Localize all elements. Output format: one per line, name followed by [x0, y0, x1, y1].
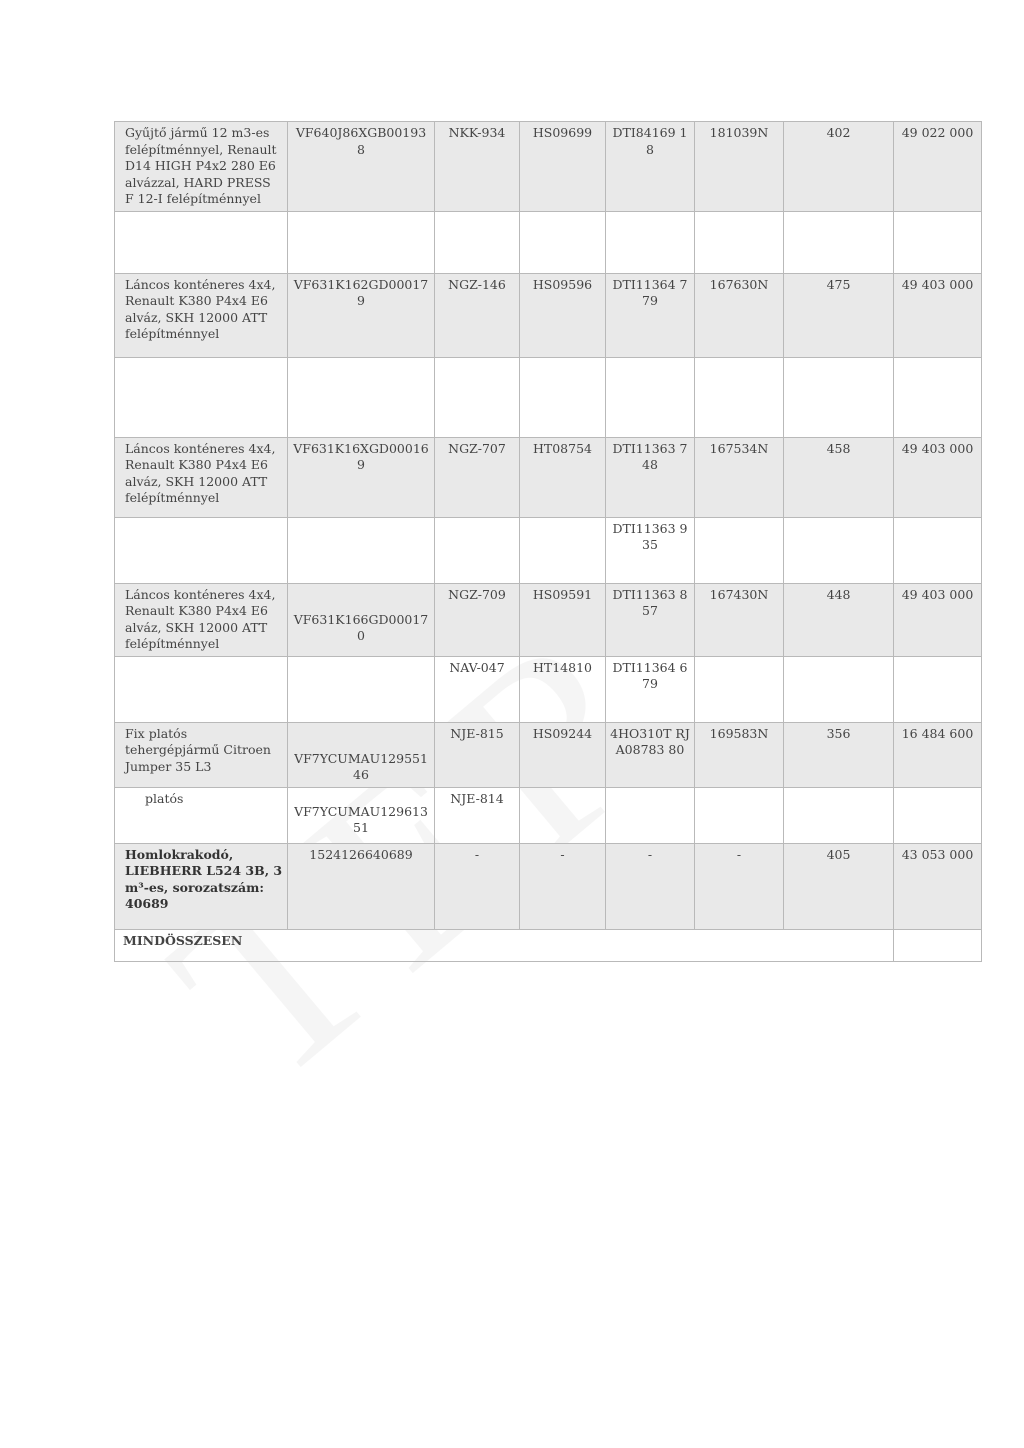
number-cell: 475 — [784, 273, 894, 357]
table-row — [115, 517, 982, 583]
vin-cell: VF7YCUMAU129613 51 — [288, 787, 435, 843]
id2-cell: DTI11363 748 — [606, 437, 695, 517]
number-cell: 402 — [784, 122, 894, 212]
plate-cell: NJE-814 — [435, 787, 520, 843]
number-cell: 405 — [784, 843, 894, 929]
id2-cell: DTI11363 935 — [606, 517, 695, 583]
vin-cell: VF631K16XGD00016 9 — [288, 437, 435, 517]
plate-cell: NGZ-707 — [435, 437, 520, 517]
number-cell: 448 — [784, 583, 894, 656]
plate-cell: NKK-934 — [435, 122, 520, 212]
table-row — [115, 583, 982, 656]
id3-cell: 181039N — [695, 122, 784, 212]
table-row — [115, 122, 982, 212]
id1-cell: HT14810 — [520, 656, 606, 722]
id3-cell: 167630N — [695, 273, 784, 357]
id3-cell: 169583N — [695, 722, 784, 787]
value-cell: 43 053 000 — [894, 843, 982, 929]
vehicle-description: Láncos konténeres 4x4, Renault K380 P4x4 E6 alváz, SKH 12000 ATT felépítménnyel — [115, 437, 288, 517]
total-row — [115, 929, 982, 961]
vin-cell: VF631K162GD00017 9 — [288, 273, 435, 357]
plate-cell: NGZ-709 — [435, 583, 520, 656]
vin-cell: VF631K166GD00017 0 — [288, 583, 435, 656]
id2-cell: DTI11364 779 — [606, 273, 695, 357]
value-cell: 16 484 600 — [894, 722, 982, 787]
id2-cell: - — [606, 843, 695, 929]
id2-cell: DTI11363 857 — [606, 583, 695, 656]
vehicle-description: platós — [115, 787, 288, 843]
vehicle-description: Fix platós tehergépjármű Citroen Jumper 35 L3 — [115, 722, 288, 787]
plate-cell: NAV-047 — [435, 656, 520, 722]
id2-cell: DTI11364 679 — [606, 656, 695, 722]
id1-cell: HS09244 — [520, 722, 606, 787]
vehicle-description: Gyűjtő jármű 12 m3-es felépítménnyel, Renault D14 HIGH P4x2 280 E6 alvázzal, HARD PRESS F 12-I felépítménnyel — [115, 122, 288, 212]
plate-cell: - — [435, 843, 520, 929]
id1-cell: HT08754 — [520, 437, 606, 517]
table-row — [115, 437, 982, 517]
id3-cell: 167534N — [695, 437, 784, 517]
id1-cell: HS09591 — [520, 583, 606, 656]
value-cell: 49 022 000 — [894, 122, 982, 212]
vehicle-description: Láncos konténeres 4x4, Renault K380 P4x4 E6 alváz, SKH 12000 ATT felépítménnyel — [115, 273, 288, 357]
table-row — [115, 787, 982, 843]
table-row — [115, 843, 982, 929]
table-row-blank — [115, 211, 982, 273]
table-row — [115, 656, 982, 722]
id3-cell: - — [695, 843, 784, 929]
value-cell: 49 403 000 — [894, 273, 982, 357]
id1-cell: - — [520, 843, 606, 929]
plate-cell: NJE-815 — [435, 722, 520, 787]
number-cell: 356 — [784, 722, 894, 787]
id1-cell: HS09596 — [520, 273, 606, 357]
total-value-cell — [894, 929, 982, 961]
value-cell: 49 403 000 — [894, 583, 982, 656]
total-label: MINDÖSSZESEN — [115, 929, 894, 961]
vehicle-register-table — [114, 121, 982, 962]
vehicle-description: Láncos konténeres 4x4, Renault K380 P4x4 E6 alváz, SKH 12000 ATT felépítménnyel — [115, 583, 288, 656]
id1-cell: HS09699 — [520, 122, 606, 212]
vin-cell: VF640J86XGB00193 8 — [288, 122, 435, 212]
table-row — [115, 722, 982, 787]
table-row-blank — [115, 357, 982, 437]
value-cell: 49 403 000 — [894, 437, 982, 517]
vin-cell: 1524126640689 — [288, 843, 435, 929]
number-cell: 458 — [784, 437, 894, 517]
vin-cell: VF7YCUMAU129551 46 — [288, 722, 435, 787]
id2-cell: 4HO310T RJA08783 80 — [606, 722, 695, 787]
vehicle-description: Homlokrakodó, LIEBHERR L524 3B, 3 m³-es, sorozatszám: 40689 — [115, 843, 288, 929]
id3-cell: 167430N — [695, 583, 784, 656]
id2-cell: DTI84169 18 — [606, 122, 695, 212]
plate-cell: NGZ-146 — [435, 273, 520, 357]
table-row — [115, 273, 982, 357]
